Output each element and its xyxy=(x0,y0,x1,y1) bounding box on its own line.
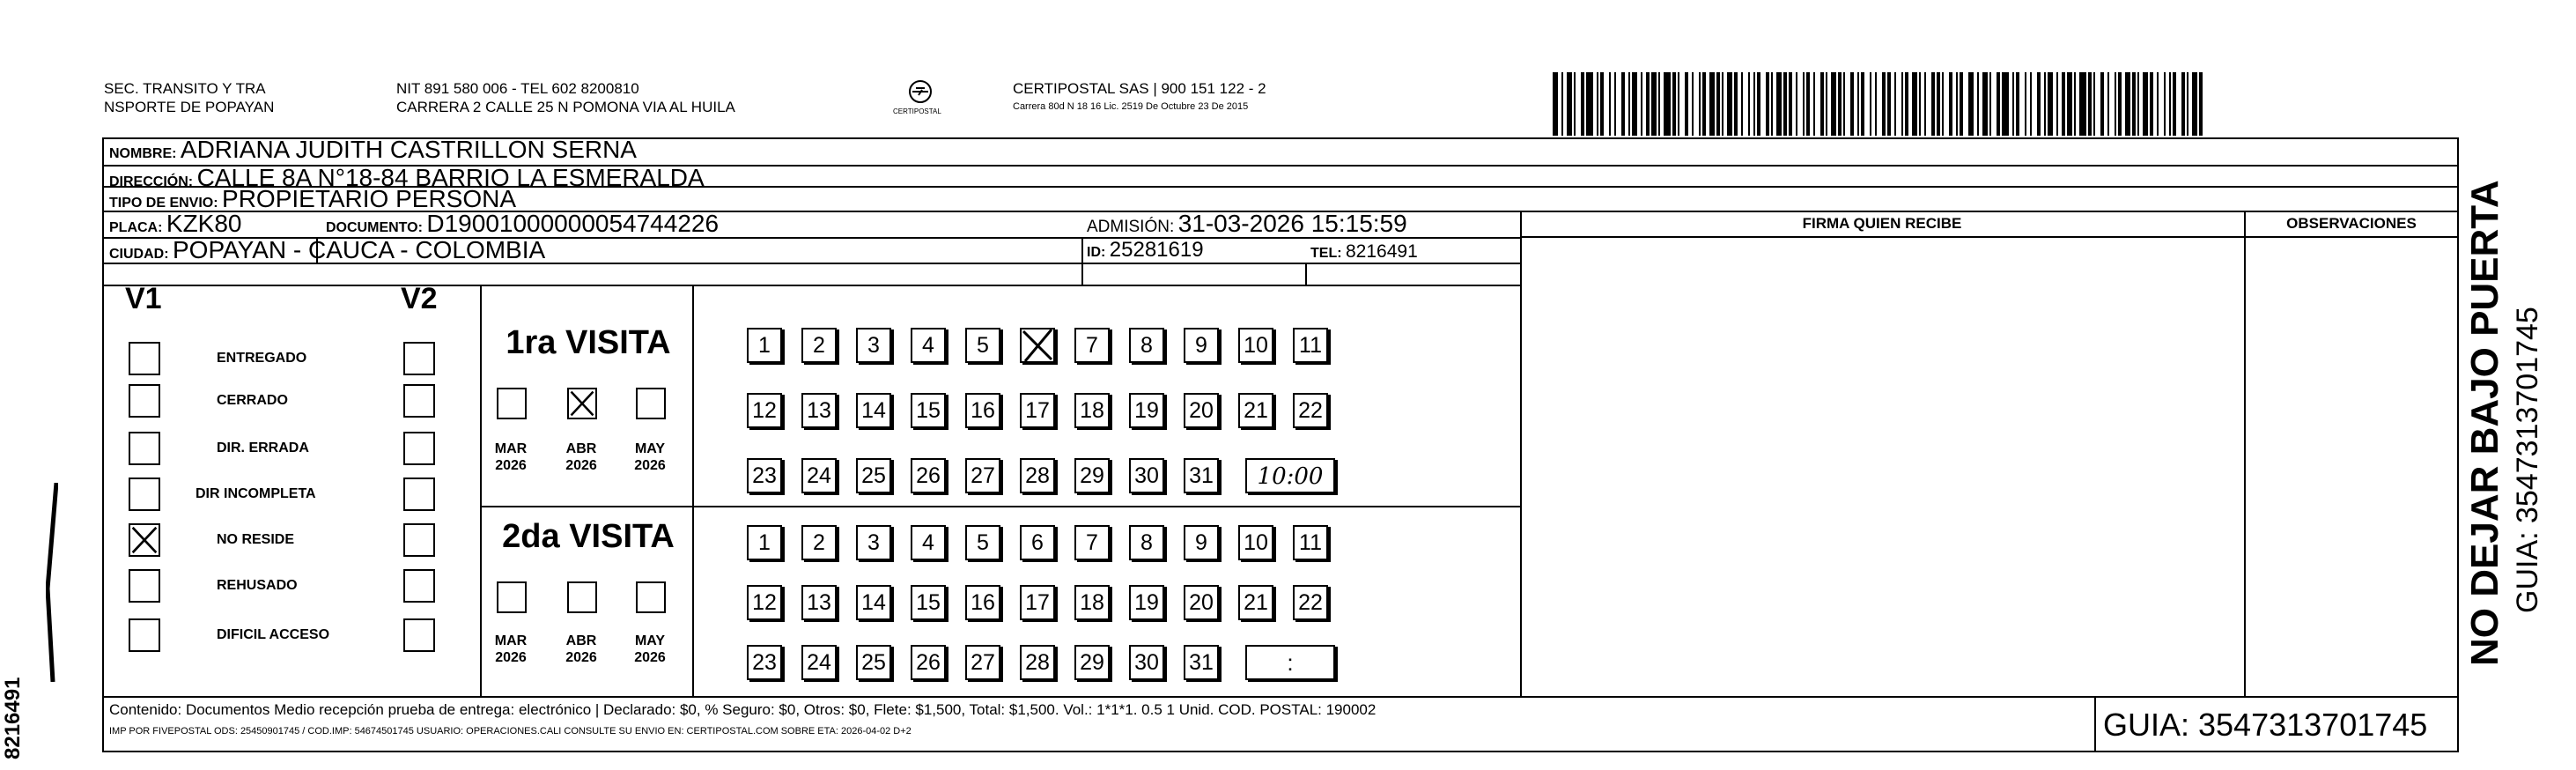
first-visit-day-9[interactable]: 9 xyxy=(1184,328,1219,363)
first-visit-day-1[interactable]: 1 xyxy=(747,328,782,363)
second-visit-month-may[interactable] xyxy=(636,581,666,613)
second-visit-day-21[interactable]: 21 xyxy=(1238,585,1273,620)
signature-header: FIRMA QUIEN RECIBE xyxy=(1802,215,1962,232)
sender-block xyxy=(104,79,274,116)
left-tel-stamp: 8216491 xyxy=(1,677,25,759)
id-cell xyxy=(1087,240,1204,261)
first-visit-month-may[interactable] xyxy=(636,388,666,419)
first-visit-day-31[interactable]: 31 xyxy=(1184,458,1219,493)
month-label-may xyxy=(624,441,676,474)
second-visit-day-25[interactable]: 25 xyxy=(856,645,891,680)
logo-text: CERTIPOSTAL xyxy=(893,107,941,115)
second-visit-time-slot[interactable]: : xyxy=(1245,645,1335,680)
v2-checkbox-no-reside[interactable] xyxy=(403,523,435,557)
recipient-name: ADRIANA JUDITH CASTRILLON SERNA xyxy=(180,136,637,163)
first-visit-day-26[interactable]: 26 xyxy=(911,458,946,493)
document-cell xyxy=(326,211,719,236)
city-value: POPAYAN - CAUCA - COLOMBIA xyxy=(173,236,546,263)
recipient-address: CALLE 8A N°18-84 BARRIO LA ESMERALDA xyxy=(196,164,705,191)
id-label: ID: xyxy=(1087,245,1106,260)
second-visit-day-1[interactable]: 1 xyxy=(747,525,782,560)
first-visit-title: 1ra VISITA xyxy=(506,324,671,361)
v2-label: V2 xyxy=(401,282,438,315)
first-visit-day-16[interactable]: 16 xyxy=(965,393,1000,428)
first-visit-day-4[interactable]: 4 xyxy=(911,328,946,363)
second-visit-day-15[interactable]: 15 xyxy=(911,585,946,620)
month-label-abr xyxy=(555,441,608,474)
reason-label-cerrado: CERRADO xyxy=(217,393,288,408)
first-visit-day-15[interactable]: 15 xyxy=(911,393,946,428)
month-year: 2026 xyxy=(634,650,666,665)
tel-cell xyxy=(1310,241,1418,263)
certipostal-logo xyxy=(889,79,951,118)
first-visit-day-23[interactable]: 23 xyxy=(747,458,782,493)
first-visit-day-7[interactable]: 7 xyxy=(1074,328,1110,363)
address-line: CARRERA 2 CALLE 25 N POMONA VIA AL HUILA xyxy=(396,99,735,115)
v2-checkbox-dir-errada[interactable] xyxy=(403,432,435,465)
first-visit-time-slot[interactable] xyxy=(1245,458,1335,493)
side-guia: GUIA: 3547313701745 xyxy=(2511,307,2544,613)
first-visit-day-21[interactable]: 21 xyxy=(1238,393,1273,428)
second-visit-day-24[interactable]: 24 xyxy=(801,645,837,680)
first-visit-day-5[interactable]: 5 xyxy=(965,328,1000,363)
second-visit-day-23[interactable]: 23 xyxy=(747,645,782,680)
month-year: 2026 xyxy=(495,650,527,665)
first-visit-day-17[interactable]: 17 xyxy=(1020,393,1055,428)
first-visit-day-20[interactable]: 20 xyxy=(1184,393,1219,428)
second-visit-day-16[interactable]: 16 xyxy=(965,585,1000,620)
second-visit-day-10[interactable]: 10 xyxy=(1238,525,1273,560)
second-visit-day-2[interactable]: 2 xyxy=(801,525,837,560)
first-visit-day-12[interactable]: 12 xyxy=(747,393,782,428)
v2-checkbox-dificil-acceso[interactable] xyxy=(403,618,435,652)
v1-checkbox-rehusado[interactable] xyxy=(129,569,160,603)
v1-checkbox-no-reside[interactable] xyxy=(129,523,160,557)
month-label-mar xyxy=(484,441,537,474)
document-label: DOCUMENTO: xyxy=(326,220,423,235)
first-visit-day-22[interactable]: 22 xyxy=(1293,393,1328,428)
company-line: CERTIPOSTAL SAS | 900 151 122 - 2 xyxy=(1013,80,1266,97)
first-visit-day-2[interactable]: 2 xyxy=(801,328,837,363)
month-name: MAR xyxy=(494,633,528,648)
second-visit-day-26[interactable]: 26 xyxy=(911,645,946,680)
binding-mark xyxy=(46,483,58,682)
second-visit-day-12[interactable]: 12 xyxy=(747,585,782,620)
barcode-bar xyxy=(2203,72,2204,136)
month-year: 2026 xyxy=(565,458,597,473)
second-visit-day-17[interactable]: 17 xyxy=(1020,585,1055,620)
second-visit-day-7[interactable]: 7 xyxy=(1074,525,1110,560)
v2-checkbox-rehusado[interactable] xyxy=(403,569,435,603)
do-not-leave-under-door: NO DEJAR BAJO PUERTA xyxy=(2463,180,2506,666)
second-visit-day-14[interactable]: 14 xyxy=(856,585,891,620)
sender-line-2: NSPORTE DE POPAYAN xyxy=(104,99,275,115)
first-visit-day-13[interactable]: 13 xyxy=(801,393,837,428)
month-year: 2026 xyxy=(495,458,527,473)
first-visit-day-24[interactable]: 24 xyxy=(801,458,837,493)
type-row xyxy=(109,187,516,211)
admission-cell xyxy=(1087,211,1407,237)
tel-value: 8216491 xyxy=(1346,241,1418,262)
second-visit-day-3[interactable]: 3 xyxy=(856,525,891,560)
reason-label-dir-errada: DIR. ERRADA xyxy=(217,441,309,455)
first-visit-day-10[interactable]: 10 xyxy=(1238,328,1273,363)
barcode-bar xyxy=(1664,72,1671,136)
first-visit-day-29[interactable]: 29 xyxy=(1074,458,1110,493)
type-label: TIPO DE ENVIO: xyxy=(109,196,218,211)
nit-block xyxy=(396,79,735,116)
footer-guia: GUIA: 3547313701745 xyxy=(2103,707,2428,743)
first-visit-day-25[interactable]: 25 xyxy=(856,458,891,493)
barcode-bar xyxy=(2002,72,2009,136)
id-value: 25281619 xyxy=(1109,238,1204,262)
license-line: Carrera 80d N 18 16 Lic. 2519 De Octubre 23 De 2015 xyxy=(1013,101,1249,112)
month-label-mar xyxy=(484,633,537,666)
second-visit-title: 2da VISITA xyxy=(502,518,675,555)
reason-label-dir-incompleta: DIR INCOMPLETA xyxy=(196,486,316,501)
v1-checkbox-cerrado[interactable] xyxy=(129,384,160,418)
month-year: 2026 xyxy=(565,650,597,665)
month-label-abr xyxy=(555,633,608,666)
first-visit-day-27[interactable]: 27 xyxy=(965,458,1000,493)
imp-line: IMP POR FIVEPOSTAL ODS: 25450901745 / COD.IMP: 54674501745 USUARIO: OPERACIONES.CALI CONSULTE SU ENVIO EN: CERTIPOSTAL.COM SOBRE ETA: 2026-04-02 D+2 xyxy=(109,726,912,737)
first-visit-day-14[interactable]: 14 xyxy=(856,393,891,428)
second-visit-month-abr[interactable] xyxy=(567,581,597,613)
second-visit-month-mar[interactable] xyxy=(497,581,527,613)
first-visit-day-3[interactable]: 3 xyxy=(856,328,891,363)
second-visit-day-27[interactable]: 27 xyxy=(965,645,1000,680)
second-visit-day-19[interactable]: 19 xyxy=(1129,585,1164,620)
reason-label-rehusado: REHUSADO xyxy=(217,578,298,593)
plate-cell xyxy=(109,211,242,236)
second-visit-day-18[interactable]: 18 xyxy=(1074,585,1110,620)
plate-label: PLACA: xyxy=(109,220,163,235)
first-visit-day-8[interactable]: 8 xyxy=(1129,328,1164,363)
second-visit-day-30[interactable]: 30 xyxy=(1129,645,1164,680)
tel-label: TEL: xyxy=(1310,246,1342,261)
city-cell xyxy=(109,238,545,263)
v2-checkbox-entregado[interactable] xyxy=(403,342,435,375)
shipment-type: PROPIETARIO PERSONA xyxy=(222,185,517,212)
company-block xyxy=(1013,79,1266,116)
month-name: MAR xyxy=(494,441,528,456)
first-visit-day-28[interactable]: 28 xyxy=(1020,458,1055,493)
admission-label: ADMISIÓN: xyxy=(1087,218,1175,236)
observations-header: OBSERVACIONES xyxy=(2286,215,2417,232)
second-visit-day-11[interactable]: 11 xyxy=(1293,525,1328,560)
second-visit-day-31[interactable]: 31 xyxy=(1184,645,1219,680)
month-name: MAY xyxy=(634,441,666,456)
nit-line: NIT 891 580 006 - TEL 602 8200810 xyxy=(396,80,639,97)
first-visit-day-6[interactable] xyxy=(1020,328,1055,363)
second-visit-day-9[interactable]: 9 xyxy=(1184,525,1219,560)
first-visit-month-mar[interactable] xyxy=(497,388,527,419)
barcode xyxy=(1553,72,2222,136)
second-visit-day-8[interactable]: 8 xyxy=(1129,525,1164,560)
month-label-may xyxy=(624,633,676,666)
first-visit-day-18[interactable]: 18 xyxy=(1074,393,1110,428)
name-row xyxy=(109,137,637,162)
second-visit-day-5[interactable]: 5 xyxy=(965,525,1000,560)
v1-label: V1 xyxy=(125,282,162,315)
v1-checkbox-dir-incompleta[interactable] xyxy=(129,478,160,511)
contents-line: Contenido: Documentos Medio recepción prueba de entrega: electrónico | Declarado: $0, % Seguro: $0, Otros: $0, Flete: $1,500, Total: $1,500. Vol.: 1*1*1. 0.5 1 Unid. COD. POSTAL: 190002 xyxy=(109,701,1377,718)
reason-label-no-reside: NO RESIDE xyxy=(217,532,295,547)
barcode-bar xyxy=(1586,72,1593,136)
name-label: NOMBRE: xyxy=(109,146,177,161)
reason-label-dificil-acceso: DIFICIL ACCESO xyxy=(217,627,330,642)
month-year: 2026 xyxy=(634,458,666,473)
v2-checkbox-cerrado[interactable] xyxy=(403,384,435,418)
v2-checkbox-dir-incompleta[interactable] xyxy=(403,478,435,511)
admission-value: 31-03-2026 15:15:59 xyxy=(1177,210,1407,237)
month-name: MAY xyxy=(634,633,666,648)
second-visit-day-22[interactable]: 22 xyxy=(1293,585,1328,620)
reason-label-entregado: ENTREGADO xyxy=(217,351,307,366)
city-label: CIUDAD: xyxy=(109,247,169,262)
month-name: ABR xyxy=(565,441,597,456)
barcode-bar xyxy=(2079,72,2086,136)
month-name: ABR xyxy=(565,633,597,648)
second-visit-day-29[interactable]: 29 xyxy=(1074,645,1110,680)
second-visit-day-28[interactable]: 28 xyxy=(1020,645,1055,680)
address-label: DIRECCIÓN: xyxy=(109,174,194,189)
sender-line-1: SEC. TRANSITO Y TRA xyxy=(104,80,266,97)
v1-checkbox-dir-errada[interactable] xyxy=(129,432,160,465)
handwritten-time: 10:00 xyxy=(1257,463,1324,490)
second-visit-day-6[interactable]: 6 xyxy=(1020,525,1055,560)
document-value: D19001000000054744226 xyxy=(426,210,720,237)
v1-checkbox-dificil-acceso[interactable] xyxy=(129,618,160,652)
first-visit-day-19[interactable]: 19 xyxy=(1129,393,1164,428)
second-visit-day-13[interactable]: 13 xyxy=(801,585,837,620)
plate-value: KZK80 xyxy=(166,210,242,237)
v1-checkbox-entregado[interactable] xyxy=(129,342,160,375)
second-visit-day-20[interactable]: 20 xyxy=(1184,585,1219,620)
first-visit-month-abr[interactable] xyxy=(567,388,597,419)
first-visit-day-30[interactable]: 30 xyxy=(1129,458,1164,493)
second-visit-day-4[interactable]: 4 xyxy=(911,525,946,560)
first-visit-day-11[interactable]: 11 xyxy=(1293,328,1328,363)
